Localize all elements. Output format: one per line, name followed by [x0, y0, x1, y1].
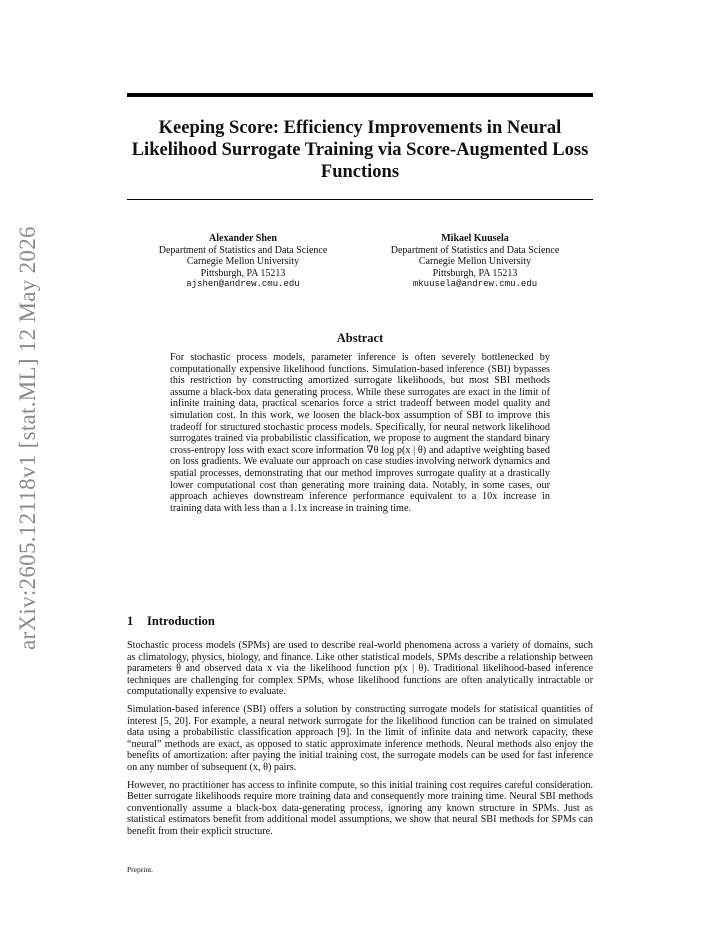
paragraph-2: Simulation-based inference (SBI) offers a solution by constructing surrogate models for statistical quantities of interest [5, 20]. For example, a neural network surrogate for the likelihood function can be trained on simulated data using a probabilistic classification approach [9]. In the limit of infinite data and network capacity, these “neural” methods are exact, as opposed to static approximate inference methods. Neural methods also enjoy the benefits of amortization: after paying the initial training cost, the surrogate models can be used for fast inference on any number of subsequent (x, θ) pairs. [127, 703, 593, 773]
author-university: Carnegie Mellon University [418, 256, 532, 268]
introduction-body [127, 640, 593, 844]
abstract-body: For stochastic process models, parameter inference is often severely bottlenecked by computationally expensive likelihood functions. Simulation-based inference (SBI) bypasses this restriction by constructing amortized surrogate likelihoods, but most SBI methods assume a black-box data generating process. While these surrogates are exact in the limit of infinite training data, practical scenarios force a strict tradeoff between model quality and simulation cost. In this work, we loosen the black-box assumption of SBI to improve this tradeoff for structured stochastic process models. Specifically, for neural network likelihood surrogates trained via probabilistic classification, we propose to augment the standard binary cross-entropy loss with exact score information ∇θ log p(x | θ) and adaptive weighting based on loss gradients. We evaluate our approach on case studies involving network dynamics and spatial processes, demonstrating that our method improves surrogate quality at a drastically lower computational cost than generating more training data. Notably, in some cases, our approach achieves downstream inference performance equivalent to a 10x increase in training data with less than a 1.1x increase in training time. [170, 352, 550, 514]
section-number: 1 [127, 614, 134, 628]
paper-title: Keeping Score: Efficiency Improvements in Neural Likelihood Surrogate Training via Score-Augmented Loss Functions [131, 118, 589, 182]
author-university: Carnegie Mellon University [186, 256, 300, 268]
author-department: Department of Statistics and Data Science [390, 244, 560, 256]
author-email: mkuusela@andrew.cmu.edu [412, 279, 538, 290]
title-top-rule [127, 93, 593, 97]
footer-preprint: Preprint. [127, 865, 154, 874]
section-title: Introduction [147, 614, 215, 628]
author-department: Department of Statistics and Data Science [158, 244, 328, 256]
abstract-heading: Abstract [336, 331, 384, 345]
section-heading [127, 614, 593, 629]
author-address: Pittsburgh, PA 15213 [432, 267, 518, 279]
author-email: ajshen@andrew.cmu.edu [186, 279, 300, 290]
author-1 [127, 233, 359, 291]
author-name: Alexander Shen [209, 233, 277, 244]
title-bottom-rule [127, 199, 593, 200]
paragraph-1: Stochastic process models (SPMs) are used to describe real-world phenomena across a variety of domains, such as climatology, physics, biology, and finance. Like other statistical models, SPMs describe a relationship between parameters θ and observed data x via the likelihood function p(x | θ). Traditional likelihood-based inference techniques are challenging for complex SPMs, whose likelihood functions are often analytically intractable or computationally expensive to evaluate. [127, 640, 593, 698]
author-2 [359, 233, 591, 291]
author-address: Pittsburgh, PA 15213 [200, 267, 286, 279]
arxiv-identifier: arXiv:2605.12118v1 [stat.ML] 12 May 2026 [15, 226, 40, 650]
paragraph-3: However, no practitioner has access to infinite compute, so this initial training cost requires careful consideration. Better surrogate likelihoods require more training data and consequently more training time. Neural SBI methods conventionally assume a black-box data-generating process, ignoring any known structure in SPMs. Just as statistical estimators benefit from additional model assumptions, we show that neural SBI methods for SPMs can benefit from their explicit structure. [127, 779, 593, 837]
author-name: Mikael Kuusela [441, 233, 509, 244]
